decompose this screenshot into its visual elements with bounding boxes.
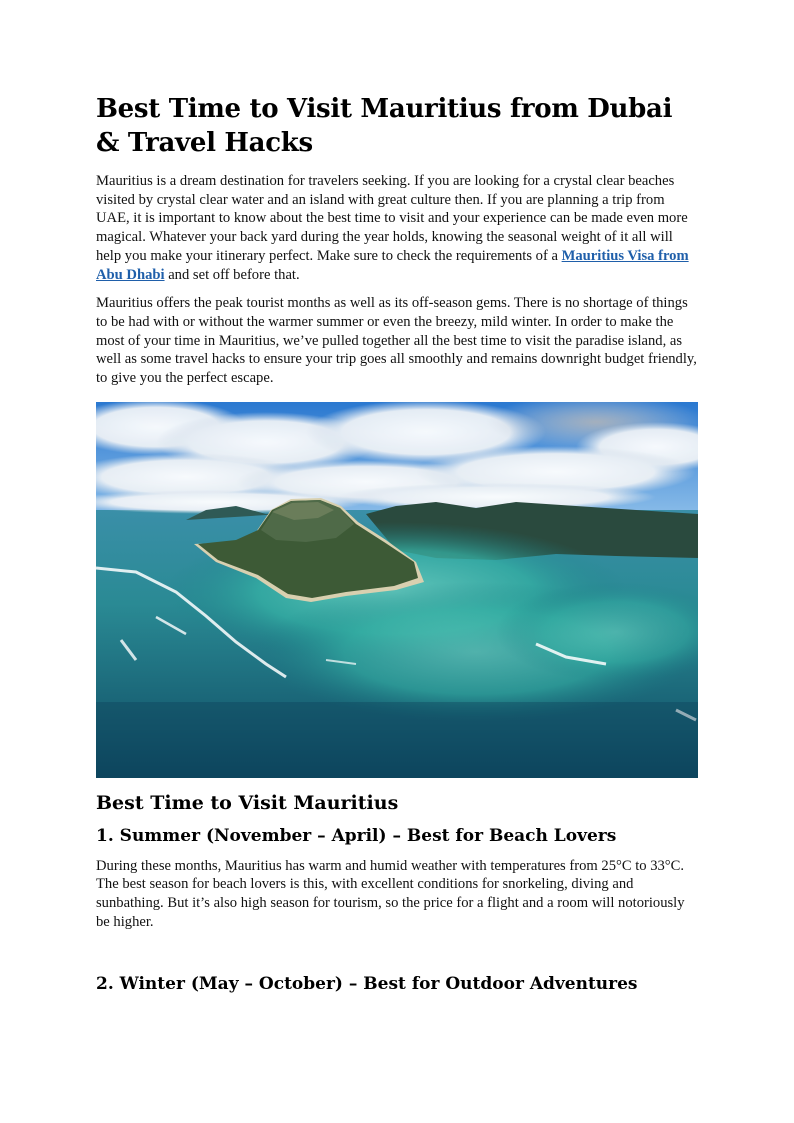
intro-paragraph <box>96 172 698 284</box>
summer-heading: 1. Summer (November – April) – Best for Beach Lovers <box>96 825 617 846</box>
intro-text-end: and set off before that. <box>164 266 300 283</box>
article-title: Best Time to Visit Mauritius from Dubai & Travel Hacks <box>96 94 673 158</box>
section-heading: Best Time to Visit Mauritius <box>96 791 399 814</box>
clouds <box>96 402 698 514</box>
article <box>96 92 698 1005</box>
second-paragraph: Mauritius offers the peak tourist months as well as its off-season gems. There is no shortage of things to be had with or without the warmer summer or even the breezy, mild winter. In order to make the most of your time in Mauritius, we’ve pulled together all the best time to visit the paradise island, as well as some travel hacks to ensure your trip goes all smoothly and remains downright budget friendly, to give you the perfect escape. <box>96 295 697 387</box>
visa-link[interactable]: Mauritius Visa from Abu Dhabi <box>96 247 689 283</box>
section-spacer <box>96 942 698 972</box>
mauritius-aerial-photo <box>96 402 698 778</box>
winter-heading: 2. Winter (May – October) – Best for Outdoor Adventures <box>96 973 638 994</box>
summer-paragraph: During these months, Mauritius has warm and humid weather with temperatures from 25°C to 33°C. The best season for beach lovers is this, with excellent conditions for snorkeling, diving and sunbathing. But it’s also high season for tourism, so the price for a flight and a room will notoriously be higher. <box>96 857 685 930</box>
intro-text: Mauritius is a dream destination for travelers seeking. If you are looking for a crystal clear beaches visited by crystal clear water and an island with great culture then. If you are planning a trip from UAE, it is important to know about the best time to visit and your experience can be made even more magical. Whatever your back yard during the year holds, knowing the seasonal weight of it all will help you make your itinerary perfect. Make sure to check the requirements of a <box>96 173 688 264</box>
